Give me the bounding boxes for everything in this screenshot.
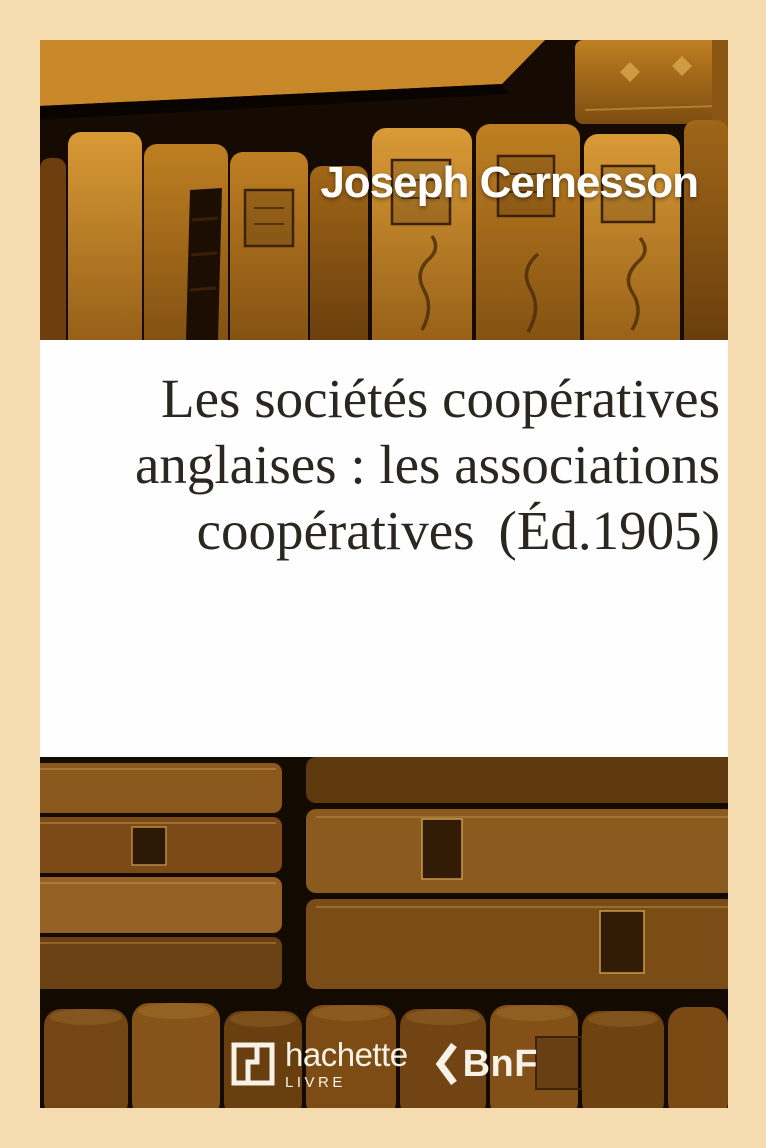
edition-year: (Éd.1905) — [498, 500, 720, 561]
hachette-livre-label: LIVRE — [285, 1074, 346, 1091]
title-band — [40, 340, 728, 757]
hachette-wordmark-block — [285, 1038, 408, 1090]
title-line-2: anglaises : les associations — [134, 434, 720, 495]
author-name: Joseph Cernesson — [320, 158, 698, 207]
top-books-photo — [40, 40, 728, 340]
title-line-3-text: coopératives — [196, 500, 475, 561]
book-cover — [40, 40, 728, 1108]
bnf-wordmark: BnF — [462, 1042, 538, 1085]
publisher-logos — [230, 1038, 538, 1090]
hachette-livre-logo — [230, 1038, 408, 1090]
title-line-1: Les sociétés coopératives — [161, 368, 720, 429]
bnf-logo — [432, 1039, 538, 1089]
hachette-wordmark: hachette — [285, 1036, 408, 1073]
bottom-books-photo — [40, 757, 728, 1108]
hachette-logo-icon — [230, 1041, 276, 1087]
bnf-brace-icon — [432, 1039, 458, 1089]
title-line-3 — [40, 498, 720, 564]
